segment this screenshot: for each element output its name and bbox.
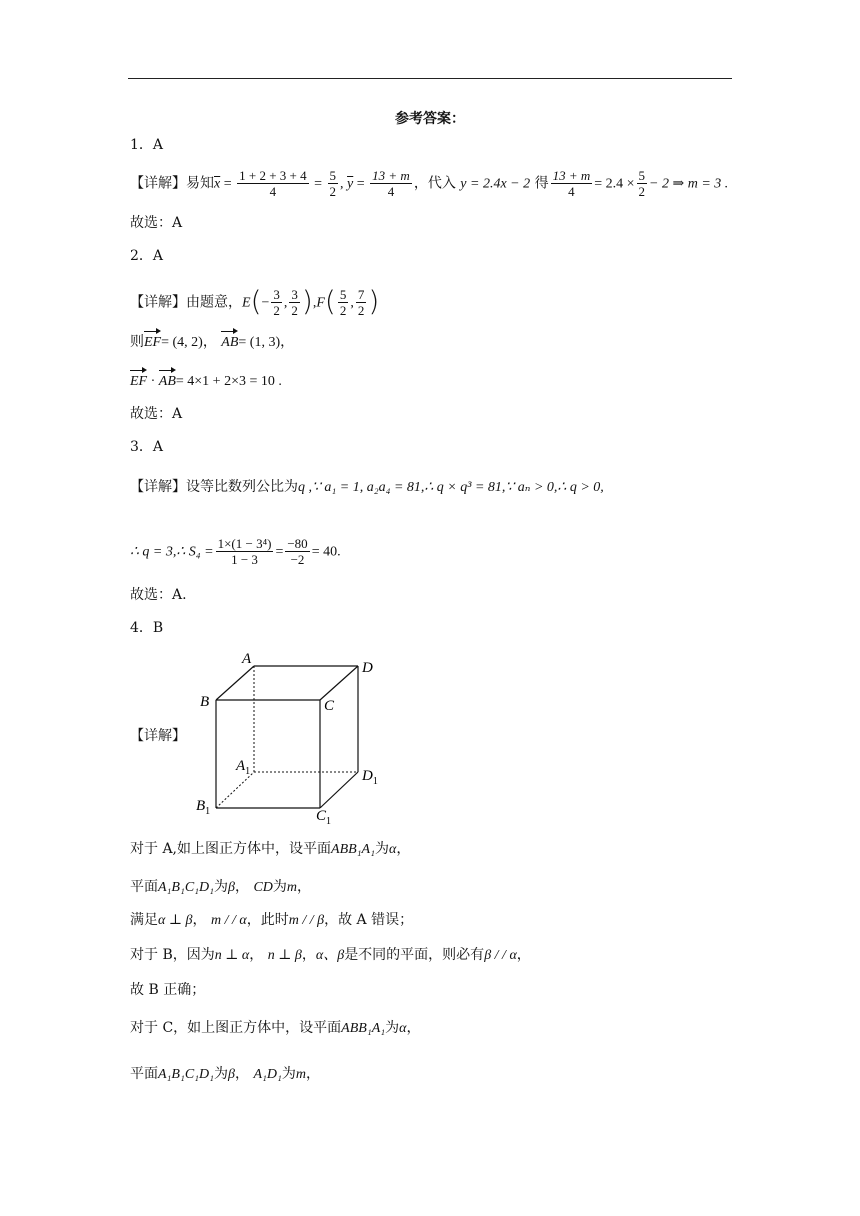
- q3-choose: 故选：A.: [130, 587, 187, 603]
- q2-ab-val: = (1, 3)，: [238, 335, 295, 350]
- label-d: D: [362, 660, 373, 676]
- label-c: C: [324, 698, 335, 714]
- q4-line-2: 平面A₁B₁C₁D₁为β， CD为m，: [130, 879, 312, 895]
- q2-e-x: $\frac{3}{2}$: [273, 287, 280, 318]
- page-title: 参考答案：: [395, 111, 465, 127]
- label-b: B: [200, 694, 210, 710]
- q3-sum: ∴ q = 3,∴ S₄ = $\frac{\text{1×(1 − 3⁴)}}{1 - 3}$ = $\frac{-80}{-2}$ = 40.: [130, 536, 341, 567]
- q1-eq-end: − 2 ⇒ m = 3 .: [649, 176, 729, 192]
- q4-line-4: 对于 B，因为n ⊥ α， n ⊥ β，α、β是不同的平面，则必有β / / α，: [130, 947, 531, 963]
- label-a1: $A_1$: [236, 758, 251, 777]
- q3-detail-a: 【详解】设等比数列公比为: [130, 479, 298, 495]
- q4-detail-label: 【详解】: [130, 728, 186, 744]
- edge-c1d1: [320, 772, 358, 808]
- q2-vectors: [130, 333, 294, 352]
- edge-ba: [216, 666, 254, 700]
- q1-frac-sum: $\frac{1 + 2 + 3 + 4}{4}$: [239, 168, 307, 199]
- cube-diagram: [190, 648, 390, 826]
- q2-choose: 故选：A: [130, 406, 183, 422]
- q2-answer: 2．A: [130, 248, 164, 264]
- q2-detail: 【详解】由题意，E(− $\frac{3}{2}$ , $\frac{3}{2}$ ),F( $\frac{5}{2}$ , $\frac{7}{2}$ ): [130, 284, 380, 318]
- q4-line-3: 满足α ⊥ β， m / / α，此时m / / β，故 A 错误；: [130, 912, 414, 928]
- q1-get: 得: [534, 175, 549, 192]
- q1-frac-52b: $\frac{5}{2}$: [638, 168, 646, 199]
- hidden-edge-b1a1: [216, 772, 254, 808]
- q3-frac-80: $\frac{-80}{-2}$: [287, 536, 308, 567]
- q3-answer: 3．A: [130, 439, 164, 455]
- q1-frac-eq: $\frac{13 + m}{4}$: [552, 168, 591, 199]
- q1-xbar: $\overline{x}$: [214, 176, 221, 192]
- q3-line2-a: ∴ q = 3,∴ S₄ =: [130, 544, 214, 560]
- q2-then: 则: [130, 334, 144, 350]
- q4-line-6: 对于 C，如上图正方体中，设平面ABB₁A₁为α，: [130, 1020, 421, 1036]
- q2-vec-ef: EF: [144, 335, 162, 350]
- q1-substitute: ，代入: [413, 175, 456, 192]
- q2-f-y: $\frac{7}{2}$: [357, 287, 365, 318]
- q2-vec-ab: AB: [221, 335, 239, 350]
- q2-f-x: $\frac{5}{2}$: [339, 287, 347, 318]
- q1-regression-line: y = 2.4x − 2: [460, 176, 531, 192]
- q2-point-f: F: [316, 295, 325, 311]
- q3-s-end: = 40.: [311, 544, 341, 560]
- q1-choose: 故选：A: [130, 215, 183, 231]
- q2-e-y: $\frac{3}{2}$: [291, 287, 298, 318]
- q1-frac-52: $\frac{5}{2}$: [329, 168, 337, 199]
- q2-vec-ef-2: EF: [130, 374, 148, 389]
- header-rule: [128, 78, 732, 79]
- q1-detail: 【详解】易知$\overline{x}$ = $\frac{1 + 2 + 3 + 4}{4}$ = $\frac{5}{2}$ , $\overline{y}$ = $\frac{13 + m}{4}$ ，代入 y = 2.4x − 2 得 $\frac{13 + m}{4}$ = 2.4 × $\frac{5}{2}$ − 2 ⇒ m = 3 .: [130, 168, 729, 199]
- q2-dot-product: EF · AB= 4×1 + 2×3 = 10 .: [130, 374, 282, 389]
- q2-point-e: E: [242, 295, 251, 311]
- q4-line-5: 故 B 正确；: [130, 982, 206, 998]
- label-d1: $D_1$: [362, 768, 378, 787]
- q4-line-1: 对于 A,如上图正方体中，设平面ABB₁A₁为α，: [130, 841, 411, 857]
- q1-ybar: $\overline{y}$: [347, 176, 354, 192]
- q3-frac-s4: $\frac{\text{1×(1 − 3⁴)}}{1 - 3}$: [217, 536, 272, 567]
- label-b1: $B_1$: [196, 798, 211, 817]
- q4-line-7: 平面A₁B₁C₁D₁为β， A₁D₁为m，: [130, 1066, 320, 1082]
- q1-eq-mid: = 2.4 ×: [594, 176, 635, 192]
- q2-detail-prefix: 【详解】由题意，: [130, 294, 242, 311]
- q3-detail-b: q ,∵ a₁ = 1, a₂a₄ = 81,∴ q × q³ = 81,∵ aₙ > 0,∴ q > 0,: [298, 480, 604, 495]
- q1-detail-prefix: 【详解】易知: [130, 175, 214, 192]
- q3-detail: [130, 478, 604, 497]
- q4-answer: 4．B: [130, 620, 164, 636]
- q2-vec-ab-2: AB: [158, 374, 176, 389]
- label-a: A: [242, 651, 252, 667]
- q1-frac-y: $\frac{13 + m}{4}$: [372, 168, 410, 199]
- q1-answer: 1．A: [130, 137, 164, 153]
- q2-ef-val: = (4, 2)，: [161, 335, 217, 350]
- q2-dot-rest: = 4×1 + 2×3 = 10 .: [175, 374, 282, 389]
- edge-cd: [320, 666, 358, 700]
- label-c1: $C_1$: [316, 808, 332, 826]
